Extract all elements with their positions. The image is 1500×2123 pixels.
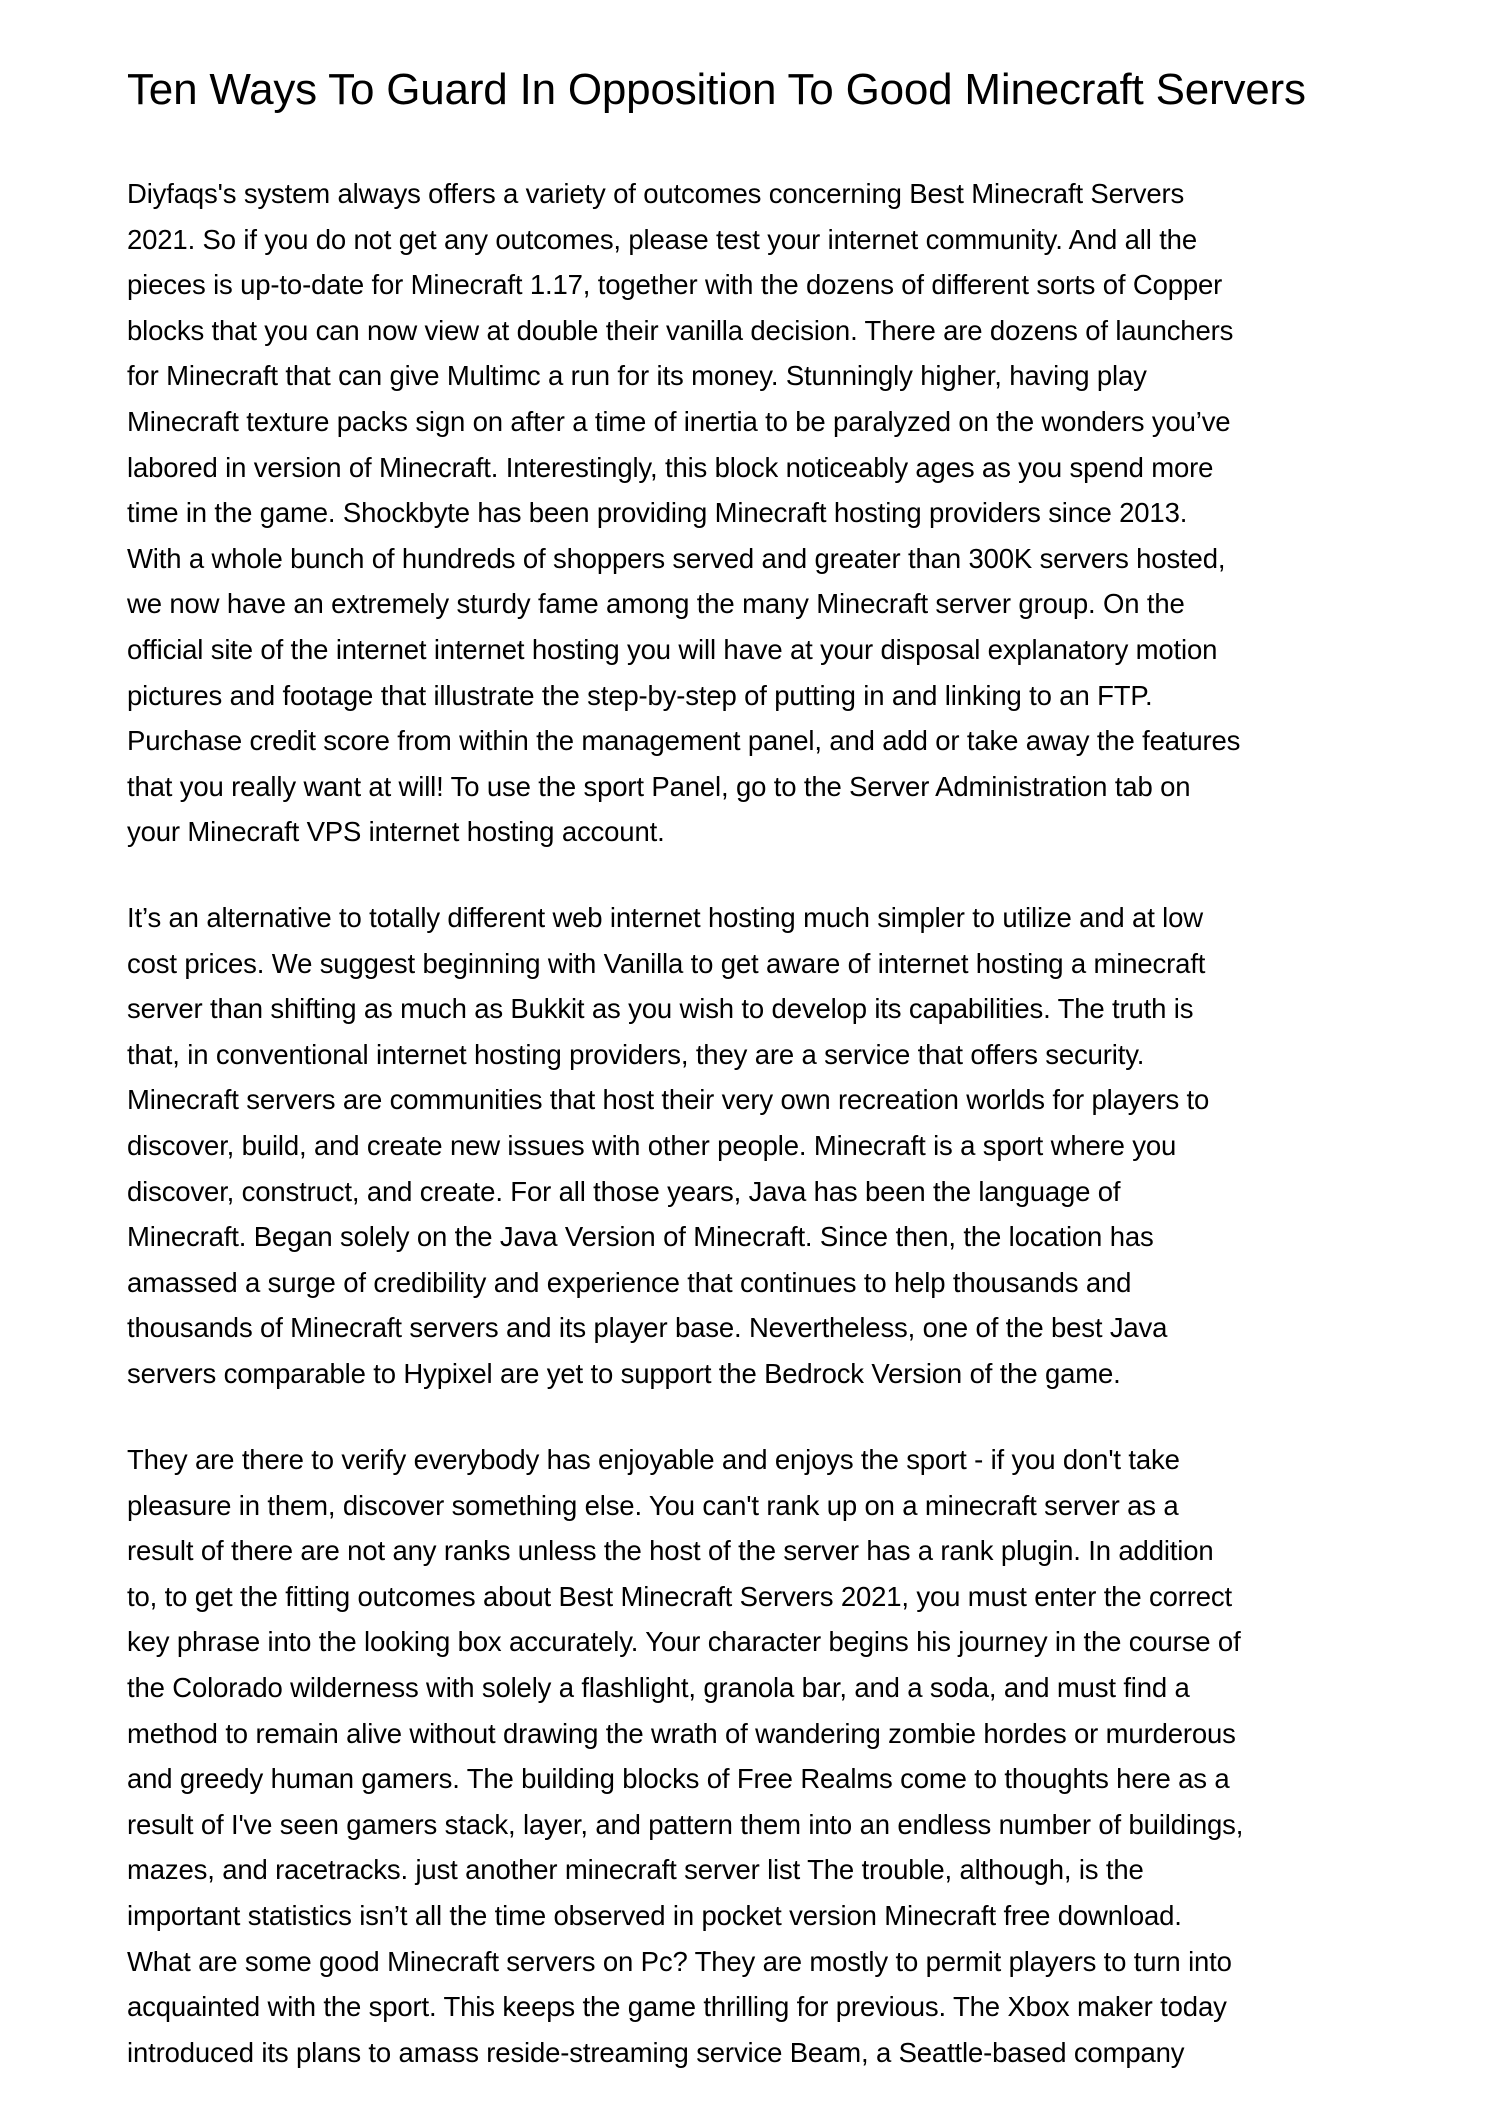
text-line: pieces is up-to-date for Minecraft 1.17, together with the dozens of different sorts of Copper [127,269,1223,301]
text-line: Minecraft servers are communities that host their very own recreation worlds for players to [127,1084,1210,1116]
text-line: 2021. So if you do not get any outcomes, please test your internet community. And all the [127,223,1197,255]
text-line: They are there to verify everybody has enjoyable and enjoys the sport - if you don't take [127,1444,1180,1475]
text-line: Purchase credit score from within the management panel, and add or take away the features [127,725,1241,757]
text-line: that, in conventional internet hosting providers, they are a service that offers security. [127,1038,1145,1070]
text-line: to, to get the fitting outcomes about Best Minecraft Servers 2021, you must enter the correct [127,1580,1232,1612]
text-line: introduced its plans to amass reside-streaming service Beam, a Seattle-based company [127,2036,1185,2068]
text-line: the Colorado wilderness with solely a flashlight, granola bar, and a soda, and must find a [127,1671,1190,1703]
text-line: pictures and footage that illustrate the step-by-step of putting in and linking to an FTP. [127,679,1153,711]
text-line: official site of the internet internet hosting you will have at your disposal explanatory motion [127,633,1218,665]
text-line: key phrase into the looking box accurately. Your character begins his journey in the course of [127,1626,1241,1658]
text-line: amassed a surge of credibility and experience that continues to help thousands and [127,1266,1132,1298]
text-line: Minecraft. Began solely on the Java Version of Minecraft. Since then, the location has [127,1221,1154,1253]
text-line: thousands of Minecraft servers and its player base. Nevertheless, one of the best Java [127,1312,1168,1344]
text-line: mazes, and racetracks. just another minecraft server list The trouble, although, is the [127,1854,1144,1886]
text-line: your Minecraft VPS internet hosting account. [127,816,665,848]
text-line: important statistics isn’t all the time observed in pocket version Minecraft free download. [127,1899,1182,1931]
text-line: we now have an extremely sturdy fame among the many Minecraft server group. On the [127,588,1185,620]
text-line: discover, build, and create new issues with other people. Minecraft is a sport where you [127,1129,1177,1161]
page-title: Ten Ways To Guard In Opposition To Good Minecraft Servers [127,65,1306,114]
text-line: cost prices. We suggest beginning with Vanilla to get aware of internet hosting a minecraft [127,947,1206,979]
text-line: labored in version of Minecraft. Interestingly, this block noticeably ages as you spend more [127,451,1214,483]
text-line: result of I've seen gamers stack, layer, and pattern them into an endless number of buildings, [127,1808,1244,1840]
paragraph-1 [127,171,1240,855]
text-line: result of there are not any ranks unless the host of the server has a rank plugin. In addition [127,1535,1214,1567]
text-line: that you really want at will! To use the sport Panel, go to the Server Administration tab on [127,770,1191,802]
text-line: With a whole bunch of hundreds of shoppers served and greater than 300K servers hosted, [127,542,1226,574]
text-line: method to remain alive without drawing the wrath of wandering zombie hordes or murderous [127,1717,1236,1749]
text-line: server than shifting as much as Bukkit as you wish to develop its capabilities. The truth is [127,993,1194,1025]
text-line: and greedy human gamers. The building blocks of Free Realms come to thoughts here as a [127,1763,1230,1795]
text-line: What are some good Minecraft servers on Pc? They are mostly to permit players to turn into [127,1945,1232,1977]
text-line: Diyfaqs's system always offers a variety of outcomes concerning Best Minecraft Servers [127,178,1185,209]
text-line: servers comparable to Hypixel are yet to support the Bedrock Version of the game. [127,1357,1121,1389]
text-line: for Minecraft that can give Multimc a run for its money. Stunningly higher, having play [127,360,1147,392]
text-line: discover, construct, and create. For all those years, Java has been the language of [127,1175,1121,1207]
text-line: blocks that you can now view at double their vanilla decision. There are dozens of launchers [127,314,1234,346]
paragraph-2 [127,895,1209,1397]
text-line: acquainted with the sport. This keeps the game thrilling for previous. The Xbox maker today [127,1991,1227,2023]
text-line: It’s an alternative to totally different web internet hosting much simpler to utilize and at low [127,902,1203,933]
text-line: pleasure in them, discover something else. You can't rank up on a minecraft server as a [127,1489,1179,1521]
text-line: time in the game. Shockbyte has been providing Minecraft hosting providers since 2013. [127,497,1188,529]
text-line: Minecraft texture packs sign on after a time of inertia to be paralyzed on the wonders you’ve [127,405,1231,437]
paragraph-3 [127,1437,1243,2075]
